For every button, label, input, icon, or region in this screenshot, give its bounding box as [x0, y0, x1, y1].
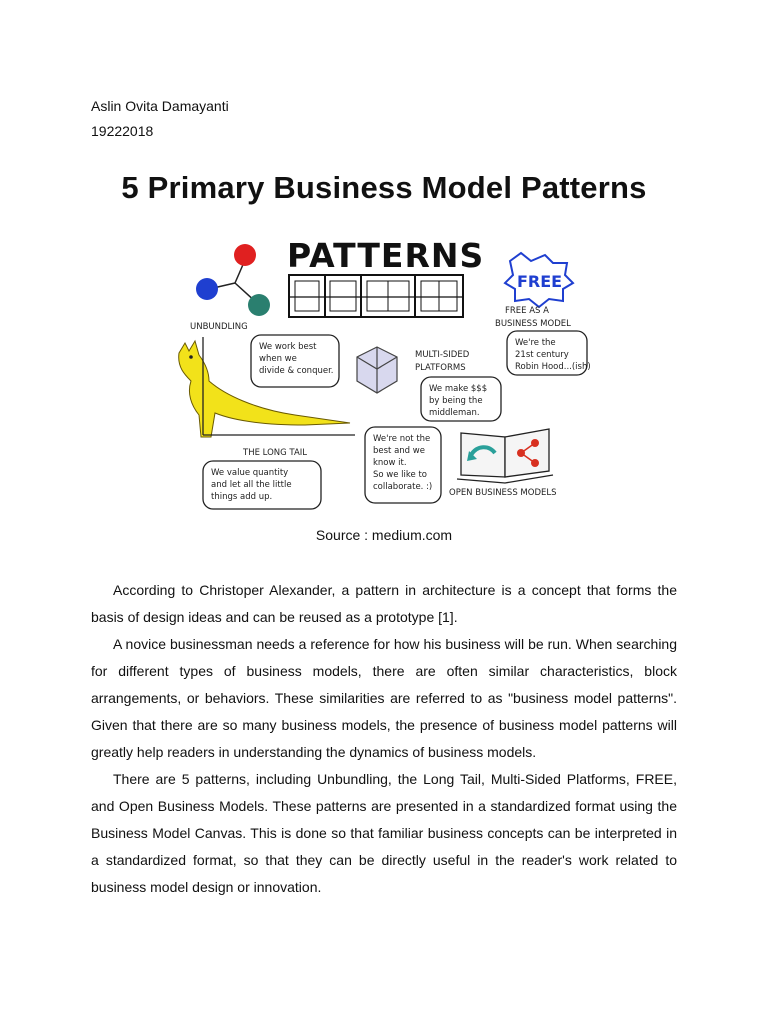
body-text [91, 577, 677, 901]
bubble-unbundling-text: We work best when we divide & conquer. [259, 342, 334, 376]
label-unbundling: UNBUNDLING [190, 322, 248, 332]
label-multi-sided: MULTI-SIDED PLATFORMS [415, 350, 470, 373]
open-book-icon [457, 429, 553, 483]
paragraph: According to Christoper Alexander, a pattern in architecture is a concept that forms the basis of design ideas and can be reused as a prototype [1]. [91, 582, 677, 625]
figure-caption: Source : medium.com [315, 527, 453, 543]
author-id: 19222018 [91, 123, 154, 139]
free-badge-icon [505, 253, 573, 307]
author-block [91, 94, 229, 144]
patterns-illustration [165, 225, 605, 515]
label-free: FREE AS A BUSINESS MODEL [495, 306, 571, 329]
paragraph: A novice businessman needs a reference for how his business will be run. When searching for different types of business models, there are often similar characteristics, block arrangements, or behaviors. These similarities are referred to as "business model patterns". Given that there are so many business models, the presence of business model patterns will greatly help readers in understanding the dynamics of business models. [91, 636, 677, 760]
unbundling-molecule-icon [196, 244, 270, 316]
document-title: 5 Primary Business Model Patterns [121, 170, 647, 205]
author-name: Aslin Ovita Damayanti [91, 98, 229, 114]
teal-circle [248, 294, 270, 316]
patterns-heading: PATTERNS [287, 236, 485, 275]
label-open-business: OPEN BUSINESS MODELS [449, 488, 557, 498]
polyhedron-icon [357, 347, 397, 393]
canvas-grid [289, 275, 463, 317]
free-badge-text: FREE [517, 272, 563, 291]
red-circle [234, 244, 256, 266]
blue-circle [196, 278, 218, 300]
bubble-multi-sided-text: We make $$$ by being the middleman. [429, 384, 488, 418]
paragraph: There are 5 patterns, including Unbundling, the Long Tail, Multi-Sided Platforms, FREE, and Open Business Models. These patterns are presented in a standardized format using the Business Model Canvas. This is done so that familiar business concepts can be interpreted in a standardized format, so that they can be directly useful in the reader's work related to business model design or innovation. [91, 771, 677, 895]
bubble-free-text: We're the 21st century Robin Hood...(ish) [515, 338, 591, 372]
bubble-open-text: We're not the best and we know it. So we like to collaborate. :) [373, 434, 433, 492]
bubble-long-tail-text: We value quantity and let all the little things add up. [211, 468, 292, 502]
patterns-sketch [165, 225, 605, 515]
label-long-tail: THE LONG TAIL [243, 448, 308, 458]
